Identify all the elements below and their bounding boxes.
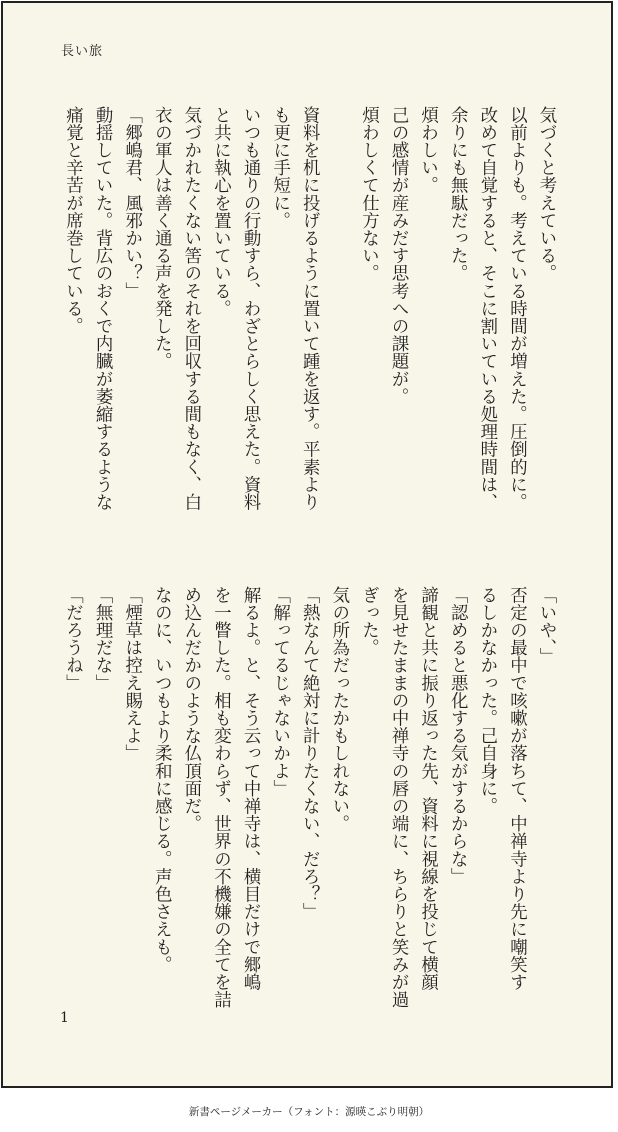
book-title: 長い旅 [61,44,104,59]
text-line: 以前よりも。考えている時間が増えた。圧倒的に。 [506,106,527,511]
text-line: 動揺していた。背広のおくで内臓が萎縮するような [92,106,113,511]
text-line: 気の所為だったかもしれない。 [328,586,349,833]
text-line: を一瞥した。相も変わらず、世界の不機嫌の全てを詰 [210,586,231,1009]
page-number: 1 [60,1010,69,1026]
text-line: 己の感情が産みだす思考への課題が。 [388,106,409,406]
text-line: 諦観と共に振り返った先、資料に視線を投じて横顔 [417,586,438,991]
text-line: 「熱なんて絶対に計りたくない、だろ？」 [299,586,320,921]
text-line: 衣の軍人は善く通る声を発した。 [151,106,172,370]
text-line: 「郷嶋君、風邪かい？」 [121,106,142,300]
text-line: 「だろうね」 [62,586,83,692]
text-line: 煩わしくて仕方ない。 [358,106,379,282]
text-line: 痛覚と辛苦が席巻している。 [62,106,83,335]
text-line: 気づかれたくない筈のそれを回収する間もなく、白 [180,106,201,511]
text-line: 「煙草は控え賜えよ」 [121,586,142,762]
text-line: ぎった。 [358,586,379,657]
text-line: を見せたままの中禅寺の唇の端に、ちらりと笑みが過 [388,586,409,1009]
text-line: 余りにも無駄だった。 [447,106,468,282]
blank-line [323,106,353,536]
text-line: いつも通りの行動すら、わざとらしく思えた。資料 [240,106,261,511]
text-line: と共に執心を置いている。 [210,106,231,318]
text-line: るしかなかった。己自身に。 [476,586,497,815]
footer-caption: 新書ページメーカー（フォント：源暎こぶり明朝） [188,1106,430,1118]
text-line: 「いや、」 [536,586,556,666]
text-line: 改めて自覚すると、そこに割いている処理時間は、 [476,106,497,511]
text-line: 「解ってるじゃないかよ」 [269,586,290,798]
upper-text-block [57,106,560,536]
text-line: め込んだかのような仏頂面だ。 [180,586,201,833]
text-line: 資料を机に投げるように置いて踵を返す。平素より [299,106,320,511]
text-line: 煩わしい。 [417,106,438,194]
text-line: なのに、いつもより柔和に感じる。声色さえも。 [151,586,172,974]
text-line: 「認めると悪化する気がするからな」 [447,586,468,886]
text-line: 「無理だな」 [92,586,113,692]
text-line: 解るよ。と、そう云って中禅寺は、横目だけで郷嶋 [240,586,261,991]
text-line: 否定の最中で咳嗽が落ちて、中禅寺より先に嘲笑す [506,586,527,991]
lower-text-block [57,586,560,1016]
text-line: 気づくと考えている。 [536,106,556,282]
text-line: も更に手短に。 [269,106,290,230]
book-page [1,1,613,1088]
